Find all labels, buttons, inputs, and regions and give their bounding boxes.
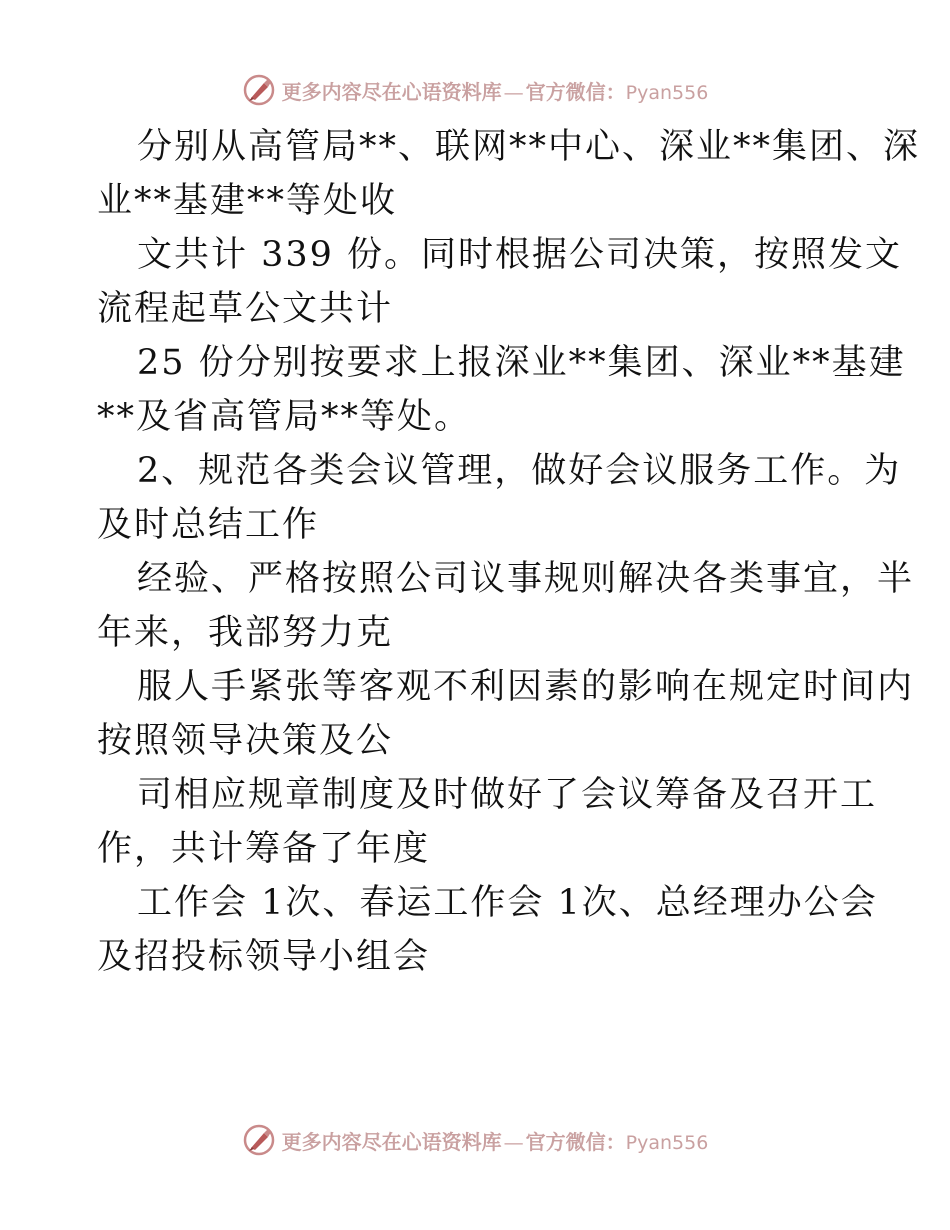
watermark-text	[282, 76, 709, 105]
watermark-banner-bottom	[0, 1120, 950, 1160]
watermark-main-text: 更多内容尽在心语资料库	[281, 1129, 502, 1154]
body-line: 及时总结工作	[97, 505, 320, 545]
watermark-main-text: 更多内容尽在心语资料库	[281, 79, 502, 104]
body-line: 作，共计筹备了年度	[97, 829, 431, 869]
watermark-separator: —	[503, 79, 524, 104]
watermark-banner-top	[0, 70, 950, 110]
body-line: 25 份分别按要求上报深业**集团、深业**基建	[137, 343, 906, 383]
body-line: 服人手紧张等客观不利因素的影响在规定时间内	[137, 667, 915, 707]
body-line: 司相应规章制度及时做好了会议筹备及召开工	[137, 775, 878, 815]
body-line: 业**基建**等处收	[97, 181, 398, 221]
body-line: 流程起草公文共计	[97, 289, 394, 329]
body-line: 及招投标领导小组会	[97, 937, 431, 977]
body-line: **及省高管局**等处。	[97, 397, 472, 437]
watermark-wechat-label: 官方微信：	[525, 79, 626, 104]
watermark-wechat-label: 官方微信：	[525, 1129, 626, 1154]
watermark-content	[242, 73, 709, 107]
watermark-wechat-id: Pyan556	[625, 81, 709, 104]
body-line: 2、规范各类会议管理，做好会议服务工作。为	[137, 451, 902, 491]
body-line: 文共计 339 份。同时根据公司决策，按照发文	[137, 235, 903, 275]
watermark-content	[242, 1123, 709, 1157]
body-line: 经验、严格按照公司议事规则解决各类事宜，半	[137, 559, 915, 599]
pen-nib-logo-icon	[242, 73, 276, 107]
watermark-separator: —	[503, 1129, 524, 1154]
watermark-wechat-id: Pyan556	[625, 1131, 709, 1154]
body-line: 年来，我部努力克	[97, 613, 394, 653]
pen-nib-logo-icon	[242, 1123, 276, 1157]
body-line: 工作会 1次、春运工作会 1次、总经理办公会	[137, 883, 878, 923]
watermark-text	[282, 1126, 709, 1155]
body-line: 按照领导决策及公	[97, 721, 394, 761]
body-line: 分别从高管局**、联网**中心、深业**集团、深	[137, 127, 921, 167]
document-body	[97, 120, 921, 984]
